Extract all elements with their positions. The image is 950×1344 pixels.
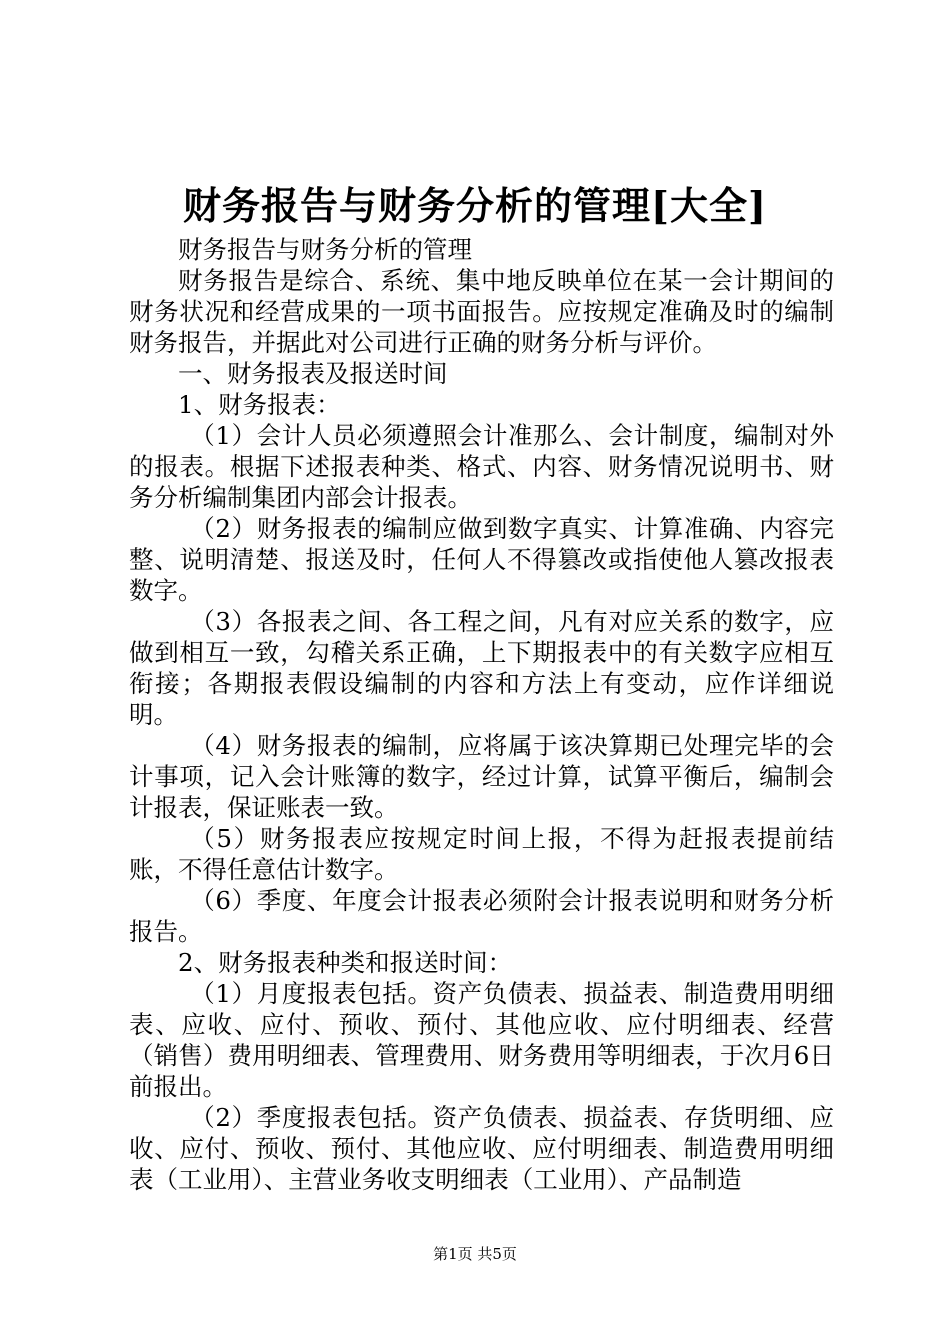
page-footer: 第1页 共5页 — [433, 1245, 517, 1263]
subsection-heading-1: 1、财务报表： — [178, 390, 341, 419]
paragraph-item-1-3: （3）各报表之间、各工程之间，凡有对应关系的数字，应做到相互一致，勾稽关系正确，上下期报表中的有关数字应相互衔接；各期报表假设编制的内容和方法上有变动，应作详细说明。 — [129, 607, 834, 729]
document-title: 财务报告与财务分析的管理[大全] — [183, 183, 767, 228]
paragraph-item-1-4: （4）财务报表的编制，应将属于该决算期已处理完毕的会计事项，记入会计账簿的数字，经过计算，试算平衡后，编制会计报表，保证账表一致。 — [129, 731, 834, 822]
subsection-heading-2: 2、财务报表种类和报送时间： — [178, 948, 513, 977]
paragraph-intro: 财务报告是综合、系统、集中地反映单位在某一会计期间的财务状况和经营成果的一项书面报告。应按规定准确及时的编制财务报告，并据此对公司进行正确的财务分析与评价。 — [129, 266, 834, 357]
paragraph-subtitle: 财务报告与财务分析的管理 — [178, 235, 472, 264]
paragraph-item-1-1: （1）会计人员必须遵照会计准那么、会计制度，编制对外的报表。根据下述报表种类、格式、内容、财务情况说明书、财务分析编制集团内部会计报表。 — [129, 421, 834, 512]
paragraph-item-2-1: （1）月度报表包括。资产负债表、损益表、制造费用明细表、应收、应付、预收、预付、其他应收、应付明细表、经营（销售）费用明细表、管理费用、财务费用等明细表，于次月6日前报出。 — [129, 979, 834, 1101]
paragraph-item-1-2: （2）财务报表的编制应做到数字真实、计算准确、内容完整、说明清楚、报送及时，任何人不得篡改或指使他人篡改报表数字。 — [129, 514, 834, 605]
paragraph-item-1-5: （5）财务报表应按规定时间上报，不得为赶报表提前结账，不得任意估计数字。 — [129, 824, 834, 884]
document-body — [129, 234, 834, 1195]
paragraph-item-1-6: （6）季度、年度会计报表必须附会计报表说明和财务分析报告。 — [129, 886, 834, 946]
section-heading-1: 一、财务报表及报送时间 — [178, 359, 448, 388]
paragraph-item-2-2: （2）季度报表包括。资产负债表、损益表、存货明细、应收、应付、预收、预付、其他应收、应付明细表、制造费用明细表（工业用）、主营业务收支明细表（工业用）、产品制造 — [129, 1103, 834, 1194]
